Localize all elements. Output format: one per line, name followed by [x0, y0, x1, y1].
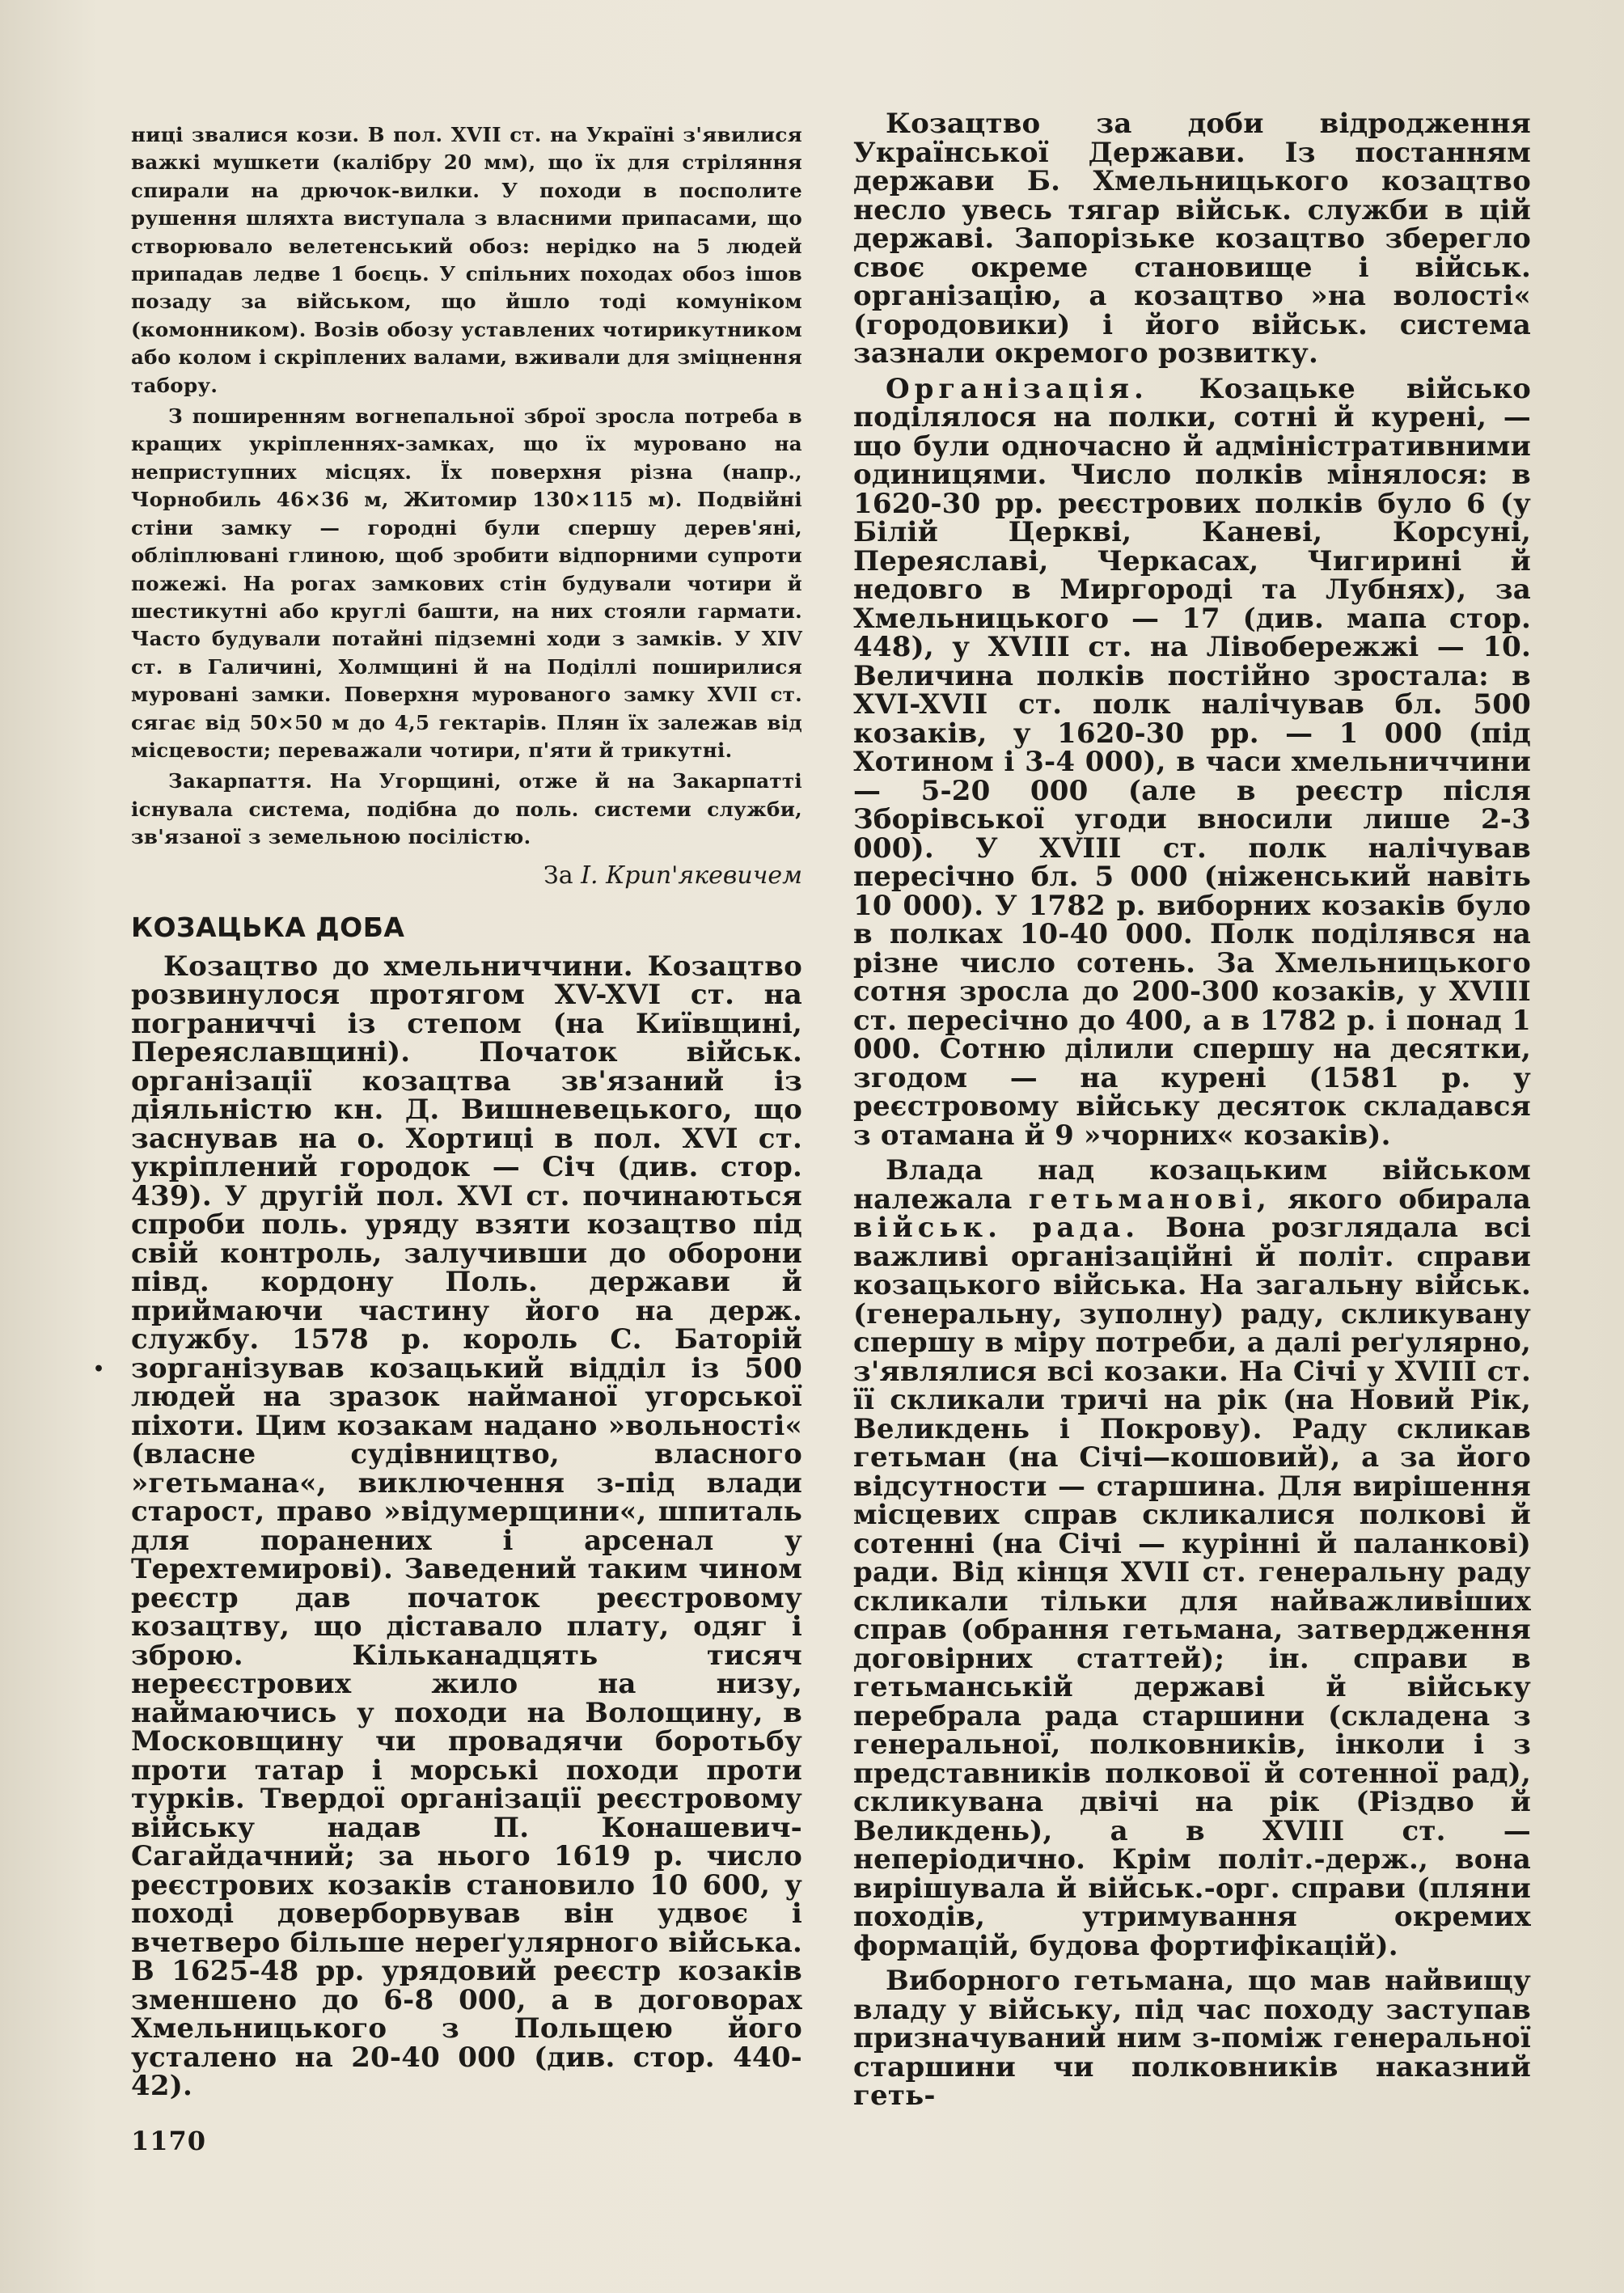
spaced-term: військ. рада.: [853, 1212, 1140, 1244]
margin-mark: •: [93, 1359, 105, 1380]
body-text-block: [853, 110, 1531, 2111]
paragraph: [131, 950, 802, 2103]
paragraph-text: Влада над козацьким військом належала: [853, 1154, 1531, 1216]
left-column: [131, 121, 802, 2101]
paragraph: Закарпаття. На Угорщині, отже й на Закарпатті існувала система, подібна до поль. системи служби, зв'язаної з земельною посілістю.: [131, 769, 802, 849]
paragraph-text: якого обирала: [1271, 1182, 1531, 1216]
body-text-block: [131, 950, 802, 2103]
paragraph: З поширенням вогнепальної зброї зросла потреба в кращих укріпленнях-замках, що їх муровано на неприступних місцях. Їх поверхня різна (напр., Чорнобиль 46×36 м, Житомир 130×115 м). Подвійні стіни замку — городні були спершу дерев'яні, обліплювані глиною, щоб зробити відпорними супроти пожежі. На рогах замкових стін будували чотири й шестикутні або круглі башти, на них стояли гармати. Часто будували потайні підземні ходи з замків. У XIV ст. в Галичині, Холмщині й на Поділлі поширилися муровані замки. Поверхня мурованого замку XVII ст. сягає від 50×50 м до 4,5 гектарів. Плян їх залежав від місцевости; переважали чотири, п'яти й трикутні.: [131, 404, 802, 762]
spaced-term: Організація.: [886, 372, 1148, 405]
paragraph-text: Із постанням держави Б. Хмельницького козацтво несло увесь тягар військ. служби в цій державі. Запорізьке козацтво зберегло своє окреме становище і військ. організацію, а козацтво »на волості« (городовики) і його військ. система зазнали окремого розвитку.: [853, 136, 1531, 370]
right-column: [853, 110, 1531, 2111]
paragraph-text: Козацьке військо поділялося на полки, сотні й курені, — що були одночасно й адміністративними одиницями. Число полків мінялося: в 1620-30 рр. реєстрових полків було 6 (у Білій Церкві, Каневі, Корсуні, Переяславі, Черкасах, Чигирині й недовго в Миргороді та Лубнях), за Хмельницького — 17 (див. мапа стор. 448), у XVIII ст. на Лівобережжі — 10. Величина полків постійно зростала: в XVI-XVII ст. полк налічував бл. 500 козаків, у 1620-30 рр. — 1 000 (під Хотином і 3-4 000), в часи хмельниччини — 5-20 000 (але в реєстр після Зборівської угоди вносили лише 2-3 000). У XVIII ст. полк налічував пересічно бл. 5 000 (ніженський навіть 10 000). У 1782 р. виборних козаків було в полках 10-40 000. Полк поділявся на різне число сотень. За Хмельницького сотня зросла до 200-300 козаків, у XVIII ст. пересічно до 400, а в 1782 р. і понад 1 000. Сотню ділили спершу на десятки, згодом — на курені (1581 р. у реєстровому війську десяток складався з отамана й 9 »чорних« козаків).: [853, 372, 1531, 1152]
subsection-title: Козацтво до хмельниччини.: [163, 950, 633, 983]
small-print-block: [131, 121, 802, 852]
page-number: 1170: [131, 2126, 207, 2156]
paragraph: [853, 110, 1531, 369]
spaced-term: гетьманові,: [1028, 1182, 1271, 1216]
paragraph-text: Козацтво розвинулося протягом XV-XVI ст. на пограниччі із степом (на Київщині, Переяславщині). Початок військ. організації козацтва зв'язаний із діяльністю кн. Д. Вишневецького, що заснував на о. Хортиці в пол. XVI ст. укріплений городок — Січ (див. стор. 439). У другій пол. XVI ст. починаються спроби поль. уряду взяти козацтво під свій контроль, залучивши до оборони півд. кордону Поль. держави й приймаючи частину його на держ. службу. 1578 р. король С. Баторій зорганізував козацький відділ із 500 людей на зразок найманої угорської піхоти. Цим козакам надано »вольності« (власне судівництво, власного »гетьмана«, виключення з-під влади старост, право »відумерщини«, шпиталь для поранених і арсенал у Терехтемирові). Заведений таким чином реєстр дав початок реєстровому козацтву, що діставало плату, одяг і зброю. Кільканадцять тисяч нереєстрових жило на низу, наймаючись у походи на Волощину, в Московщину чи провадячи боротьбу проти татар і морські походи проти турків. Твердої організації реєстровому війську надав П. Конашевич-Сагайдачний; за нього 1619 р. число реєстрових козаків становило 10 600, у поході доверборвував він удвоє і вчетверо більше нереґулярного війська. В 1625-48 рр. урядовий реєстр козаків зменшено до 6-8 000, а в договорах Хмельницького з Польщею його усталено на 20-40 000 (див. стор. 440-42).: [131, 950, 802, 2103]
signature-name: І. Крип'якевичем: [581, 861, 802, 890]
subsection-title: Козацтво за доби відродження Української Держави.: [853, 108, 1531, 169]
paragraph: Виборного гетьмана, що мав найвищу владу у війську, під час походу заступав призначуваний ним з-поміж генеральної старшини чи полковників наказний геть-: [853, 1965, 1531, 2112]
paragraph: [853, 1154, 1531, 1962]
paragraph-text: Вона розглядала всі важливі організаційні й політ. справи козацького війська. На загальну військ. (генеральну, зуполну) раду, скликувану спершу в міру потреби, а далі реґулярно, з'являлися всі козаки. На Січі у XVIII ст. її скликали тричі на рік (на Новий Рік, Великдень і Покрову). Раду скликав гетьман (на Січі—кошовий), а за його відсутности — старшина. Для вирішення місцевих справ скликалися полкові й сотенні (на Січі — курінні й паланкові) ради. Від кінця XVII ст. генеральну раду скликали тільки для найважливіших справ (обрання гетьмана, затвердження договірних статтей); ін. справи в гетьманській державі й війську перебрала рада старшини (складена з генеральної, полковників, інколи і з представників полкової й сотенної рад), скликувана двічі на рік (Різдво й Великдень), а в XVIII ст. — неперіодично. Крім політ.-держ., вона вирішувала й військ.-орг. справи (пляни походів, утримування окремих формацій, будова фортифікацій).: [853, 1212, 1531, 1962]
signature-prefix: За: [543, 861, 582, 890]
paragraph: ниці звалися кози. В пол. XVII ст. на Україні з'явилися важкі мушкети (калібру 20 мм), що їх для стріляння спирали на дрючок-вилки. У походи в посполите рушення шляхта виступала з власними припасами, що створювало велетенський обоз: нерідко на 5 людей припадав ледве 1 боєць. У спільних походах обоз ішов позаду за військом, що йшло тоді комуніком (комонником). Возів обозу уставлених чотирикутником або колом і скріплених валами, вживали для зміцнення табору.: [131, 123, 802, 397]
section-heading: КОЗАЦЬКА ДОБА: [131, 911, 405, 943]
author-signature: [131, 860, 802, 892]
paragraph: [853, 372, 1531, 1152]
